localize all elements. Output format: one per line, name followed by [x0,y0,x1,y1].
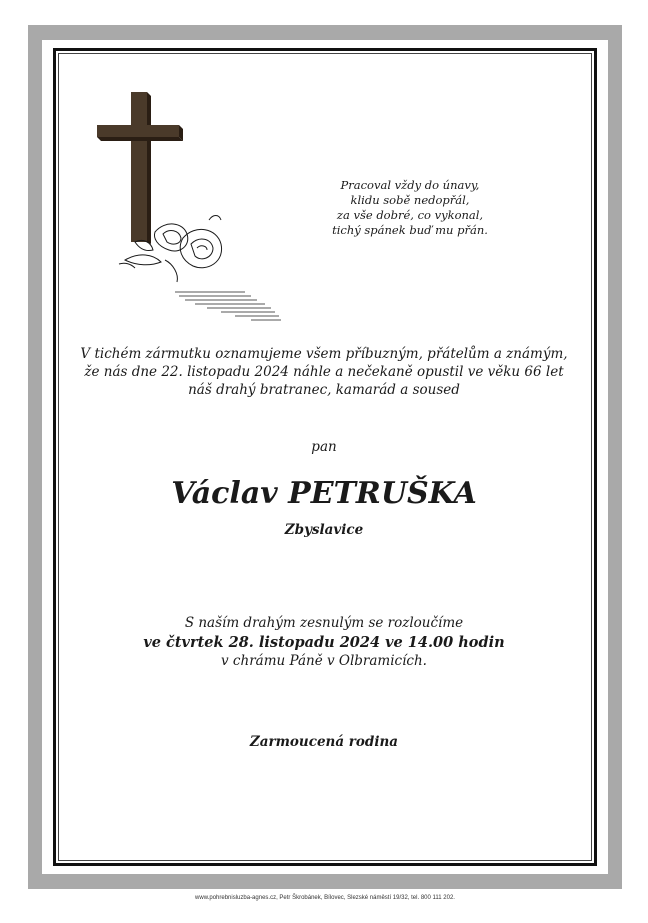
poem-line: klidu sobě nedopřál, [350,193,470,207]
farewell-line: S naším drahým zesnulým se rozloučíme [184,615,464,631]
announcement-line: náš drahý bratranec, kamarád a soused [188,382,460,398]
deceased-title: pan [311,439,337,455]
deceased-origin: Zbyslavice [284,522,364,538]
farewell-place: v chrámu Páně v Olbramicích. [221,653,427,669]
announcement-line: že nás dne 22. listopadu 2024 náhle a nečekaně opustil ve věku 66 let [84,364,564,380]
poem [320,178,500,238]
poem-line: Pracoval vždy do únavy, [340,178,480,192]
footer-text: www.pohrebnisluzba-agnes.cz, Petr Škrobánek, Bílovec, Slezské náměstí 19/32, tel. 800 111 202. [195,895,455,901]
poem-line: tichý spánek buď mu přán. [332,223,488,237]
farewell-date: ve čtvrtek 28. listopadu 2024 ve 14.00 hodin [143,634,505,651]
cross-with-roses-icon [95,92,285,328]
signature: Zarmoucená rodina [249,734,399,750]
shadow-lines [175,292,281,320]
deceased-name: Václav PETRUŠKA [171,476,477,511]
announcement-line: V tichém zármutku oznamujeme všem příbuzným, přátelům a známým, [80,346,568,362]
cross-icon [97,92,183,244]
farewell-info [60,614,588,671]
announcement-text [60,345,588,399]
poem-line: za vše dobré, co vykonal, [336,208,484,222]
